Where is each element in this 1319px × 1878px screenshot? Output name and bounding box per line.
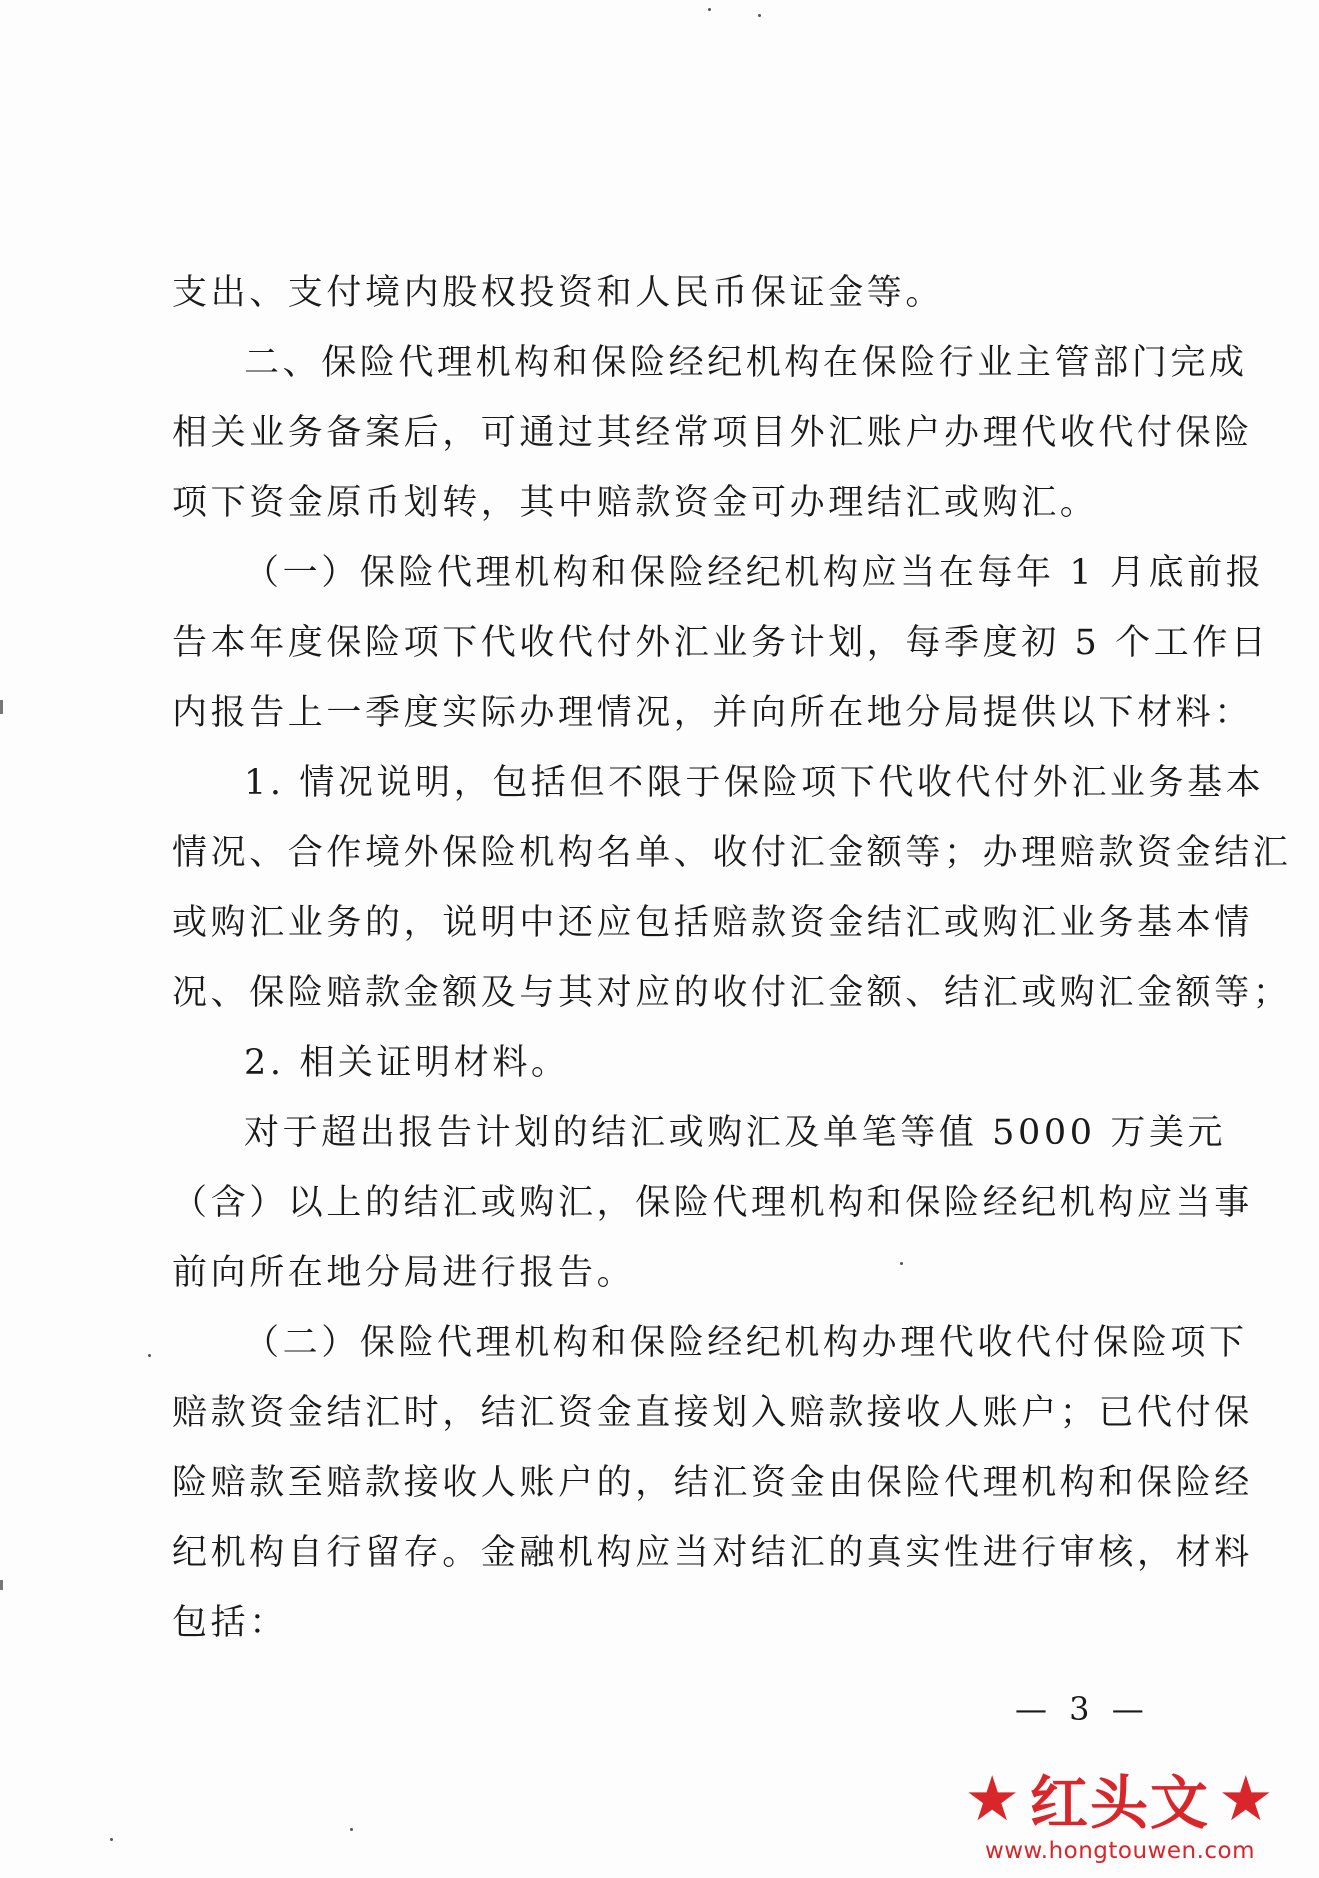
star-icon: ★ [1218,1761,1276,1835]
site-watermark [945,1762,1295,1872]
text-line: （含）以上的结汇或购汇，保险代理机构和保险经纪机构应当事 [172,1183,1253,1223]
document-body [172,258,1292,1658]
star-icon: ★ [964,1761,1022,1835]
watermark-title-row [945,1761,1295,1837]
text-line: （一）保险代理机构和保险经纪机构应当在每年 1 月底前报 [244,553,1265,593]
scan-speck [350,1828,353,1831]
text-line: 告本年度保险项下代收代付外汇业务计划，每季度初 5 个工作日 [172,623,1270,663]
scan-edge-mark [0,1580,3,1590]
text-line: 情况、合作境外保险机构名单、收付汇金额等；办理赔款资金结汇 [172,833,1292,873]
text-line: （二）保险代理机构和保险经纪机构办理代收代付保险项下 [244,1323,1248,1363]
text-line: 或购汇业务的，说明中还应包括赔款资金结汇或购汇业务基本情 [172,903,1253,943]
text-line: 相关业务备案后，可通过其经常项目外汇账户办理代收代付保险 [172,413,1253,453]
watermark-url: www.hongtouwen.com [984,1838,1256,1864]
scan-speck [900,1262,903,1265]
text-line: 前向所在地分局进行报告。 [172,1253,636,1293]
text-line: 项下资金原币划转，其中赔款资金可办理结汇或购汇。 [172,483,1099,523]
scan-speck [110,1838,113,1841]
text-line: 1. 情况说明，包括但不限于保险项下代收代付外汇业务基本 [244,763,1265,803]
page-number: — 3 — [1015,1690,1150,1728]
scan-speck [148,1354,151,1357]
text-line: 赔款资金结汇时，结汇资金直接划入赔款接收人账户；已代付保 [172,1393,1253,1433]
scan-speck [708,8,711,11]
text-line: 纪机构自行留存。金融机构应当对结汇的真实性进行审核，材料 [172,1533,1253,1573]
text-line: 2. 相关证明材料。 [244,1043,570,1083]
text-line: 险赔款至赔款接收人账户的，结汇资金由保险代理机构和保险经 [172,1463,1253,1503]
text-line: 况、保险赔款金额及与其对应的收付汇金额、结汇或购汇金额等； [172,973,1292,1013]
text-line: 包括： [172,1603,288,1643]
text-line: 对于超出报告计划的结汇或购汇及单笔等值 5000 万美元 [244,1113,1227,1153]
scan-edge-mark [0,700,3,714]
watermark-title: 红头文 [1029,1769,1210,1837]
scan-speck [758,14,761,17]
text-line: 二、保险代理机构和保险经纪机构在保险行业主管部门完成 [244,343,1248,383]
text-line: 支出、支付境内股权投资和人民币保证金等。 [172,273,945,313]
text-line: 内报告上一季度实际办理情况，并向所在地分局提供以下材料： [172,693,1253,733]
